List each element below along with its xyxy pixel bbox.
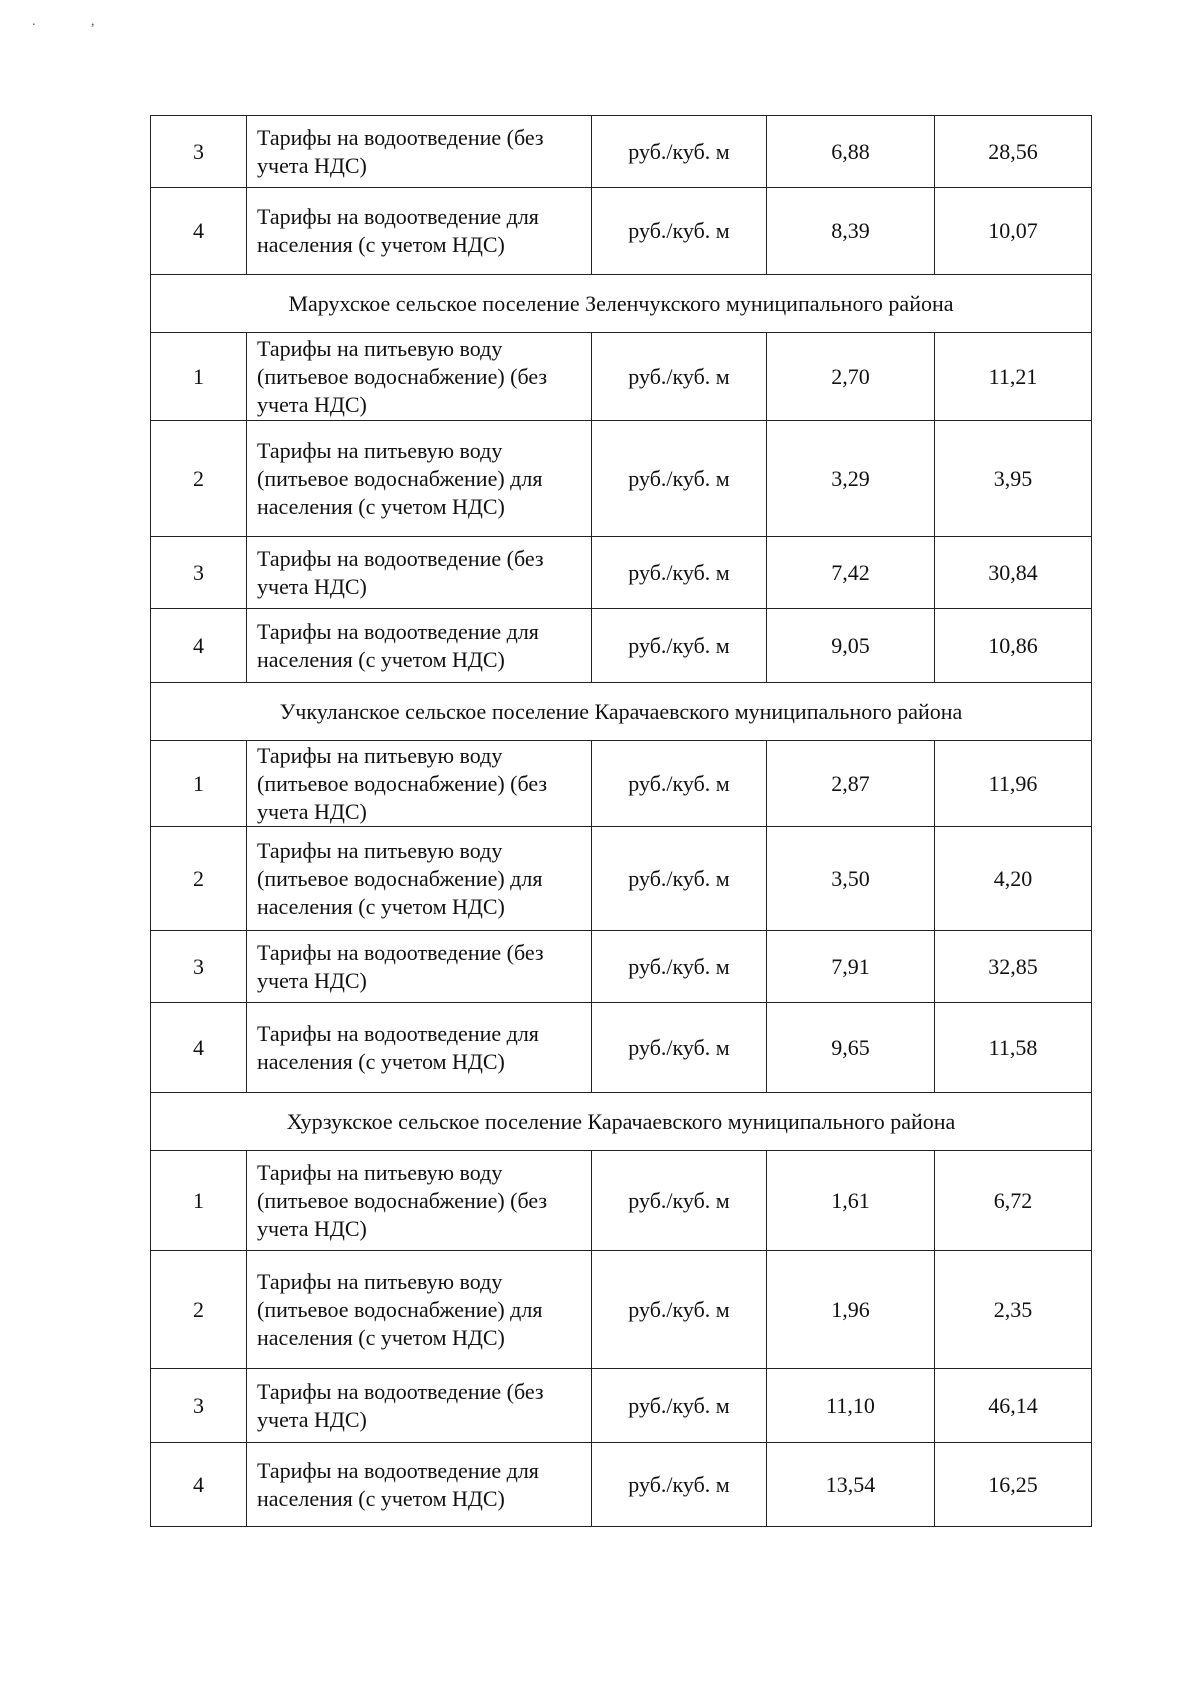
value-cell-1: 9,05: [767, 609, 935, 683]
unit-cell: руб./куб. м: [592, 537, 767, 609]
table-row: [151, 609, 1092, 683]
unit-cell: руб./куб. м: [592, 741, 767, 827]
unit-cell: руб./куб. м: [592, 1151, 767, 1251]
value-cell-2: 4,20: [935, 827, 1092, 931]
table-row: [151, 116, 1092, 188]
table-row: [151, 421, 1092, 537]
table-row: [151, 188, 1092, 275]
value-cell-1: 3,50: [767, 827, 935, 931]
row-number: 4: [151, 188, 247, 275]
value-cell-2: 6,72: [935, 1151, 1092, 1251]
unit-cell: руб./куб. м: [592, 931, 767, 1003]
table-row: [151, 741, 1092, 827]
value-cell-2: 30,84: [935, 537, 1092, 609]
tariff-name: Тарифы на водоотведение для населения (с учетом НДС): [247, 609, 592, 683]
value-cell-1: 9,65: [767, 1003, 935, 1093]
tariff-name: Тарифы на питьевую воду (питьевое водоснабжение) (без учета НДС): [247, 1151, 592, 1251]
unit-cell: руб./куб. м: [592, 1003, 767, 1093]
table-row: [151, 1003, 1092, 1093]
value-cell-2: 46,14: [935, 1369, 1092, 1443]
unit-cell: руб./куб. м: [592, 1443, 767, 1527]
value-cell-1: 1,61: [767, 1151, 935, 1251]
value-cell-2: 11,96: [935, 741, 1092, 827]
value-cell-2: 16,25: [935, 1443, 1092, 1527]
value-cell-1: 2,70: [767, 333, 935, 421]
unit-cell: руб./куб. м: [592, 116, 767, 188]
table-row: [151, 537, 1092, 609]
row-number: 3: [151, 931, 247, 1003]
section-title: Марухское сельское поселение Зеленчукского муниципального района: [151, 275, 1092, 333]
table-row: [151, 1443, 1092, 1527]
value-cell-2: 3,95: [935, 421, 1092, 537]
unit-cell: руб./куб. м: [592, 1369, 767, 1443]
value-cell-2: 32,85: [935, 931, 1092, 1003]
value-cell-2: 10,07: [935, 188, 1092, 275]
value-cell-1: 7,91: [767, 931, 935, 1003]
unit-cell: руб./куб. м: [592, 609, 767, 683]
tariff-name: Тарифы на водоотведение для населения (с учетом НДС): [247, 1003, 592, 1093]
section-title: Учкуланское сельское поселение Карачаевского муниципального района: [151, 683, 1092, 741]
tariff-name: Тарифы на водоотведение (без учета НДС): [247, 537, 592, 609]
section-header-row: [151, 1093, 1092, 1151]
row-number: 3: [151, 116, 247, 188]
table-row: [151, 333, 1092, 421]
unit-cell: руб./куб. м: [592, 188, 767, 275]
tariff-name: Тарифы на питьевую воду (питьевое водоснабжение) (без учета НДС): [247, 333, 592, 421]
value-cell-2: 28,56: [935, 116, 1092, 188]
value-cell-1: 11,10: [767, 1369, 935, 1443]
row-number: 1: [151, 741, 247, 827]
tariff-name: Тарифы на питьевую воду (питьевое водоснабжение) (без учета НДС): [247, 741, 592, 827]
row-number: 4: [151, 609, 247, 683]
row-number: 3: [151, 1369, 247, 1443]
value-cell-2: 11,58: [935, 1003, 1092, 1093]
tariff-table: [150, 115, 1092, 1527]
row-number: 2: [151, 421, 247, 537]
unit-cell: руб./куб. м: [592, 333, 767, 421]
tariff-name: Тарифы на питьевую воду (питьевое водоснабжение) для населения (с учетом НДС): [247, 421, 592, 537]
table-row: [151, 1151, 1092, 1251]
tariff-name: Тарифы на водоотведение (без учета НДС): [247, 1369, 592, 1443]
value-cell-1: 7,42: [767, 537, 935, 609]
section-header-row: [151, 683, 1092, 741]
tariff-name: Тарифы на питьевую воду (питьевое водоснабжение) для населения (с учетом НДС): [247, 827, 592, 931]
tariff-table-body: [151, 116, 1092, 1527]
table-row: [151, 827, 1092, 931]
row-number: 3: [151, 537, 247, 609]
value-cell-1: 2,87: [767, 741, 935, 827]
row-number: 1: [151, 333, 247, 421]
value-cell-1: 8,39: [767, 188, 935, 275]
value-cell-2: 11,21: [935, 333, 1092, 421]
table-row: [151, 1369, 1092, 1443]
section-title: Хурзукское сельское поселение Карачаевского муниципального района: [151, 1093, 1092, 1151]
tariff-name: Тарифы на водоотведение (без учета НДС): [247, 116, 592, 188]
tariff-name: Тарифы на водоотведение (без учета НДС): [247, 931, 592, 1003]
row-number: 2: [151, 827, 247, 931]
value-cell-2: 10,86: [935, 609, 1092, 683]
row-number: 1: [151, 1151, 247, 1251]
row-number: 2: [151, 1251, 247, 1369]
table-row: [151, 1251, 1092, 1369]
table-row: [151, 931, 1092, 1003]
tariff-name: Тарифы на водоотведение для населения (с учетом НДС): [247, 188, 592, 275]
section-header-row: [151, 275, 1092, 333]
row-number: 4: [151, 1443, 247, 1527]
scan-artifact: . ,: [32, 14, 121, 29]
row-number: 4: [151, 1003, 247, 1093]
value-cell-1: 6,88: [767, 116, 935, 188]
tariff-name: Тарифы на питьевую воду (питьевое водоснабжение) для населения (с учетом НДС): [247, 1251, 592, 1369]
unit-cell: руб./куб. м: [592, 1251, 767, 1369]
value-cell-1: 13,54: [767, 1443, 935, 1527]
tariff-name: Тарифы на водоотведение для населения (с учетом НДС): [247, 1443, 592, 1527]
unit-cell: руб./куб. м: [592, 827, 767, 931]
unit-cell: руб./куб. м: [592, 421, 767, 537]
value-cell-1: 1,96: [767, 1251, 935, 1369]
value-cell-1: 3,29: [767, 421, 935, 537]
value-cell-2: 2,35: [935, 1251, 1092, 1369]
